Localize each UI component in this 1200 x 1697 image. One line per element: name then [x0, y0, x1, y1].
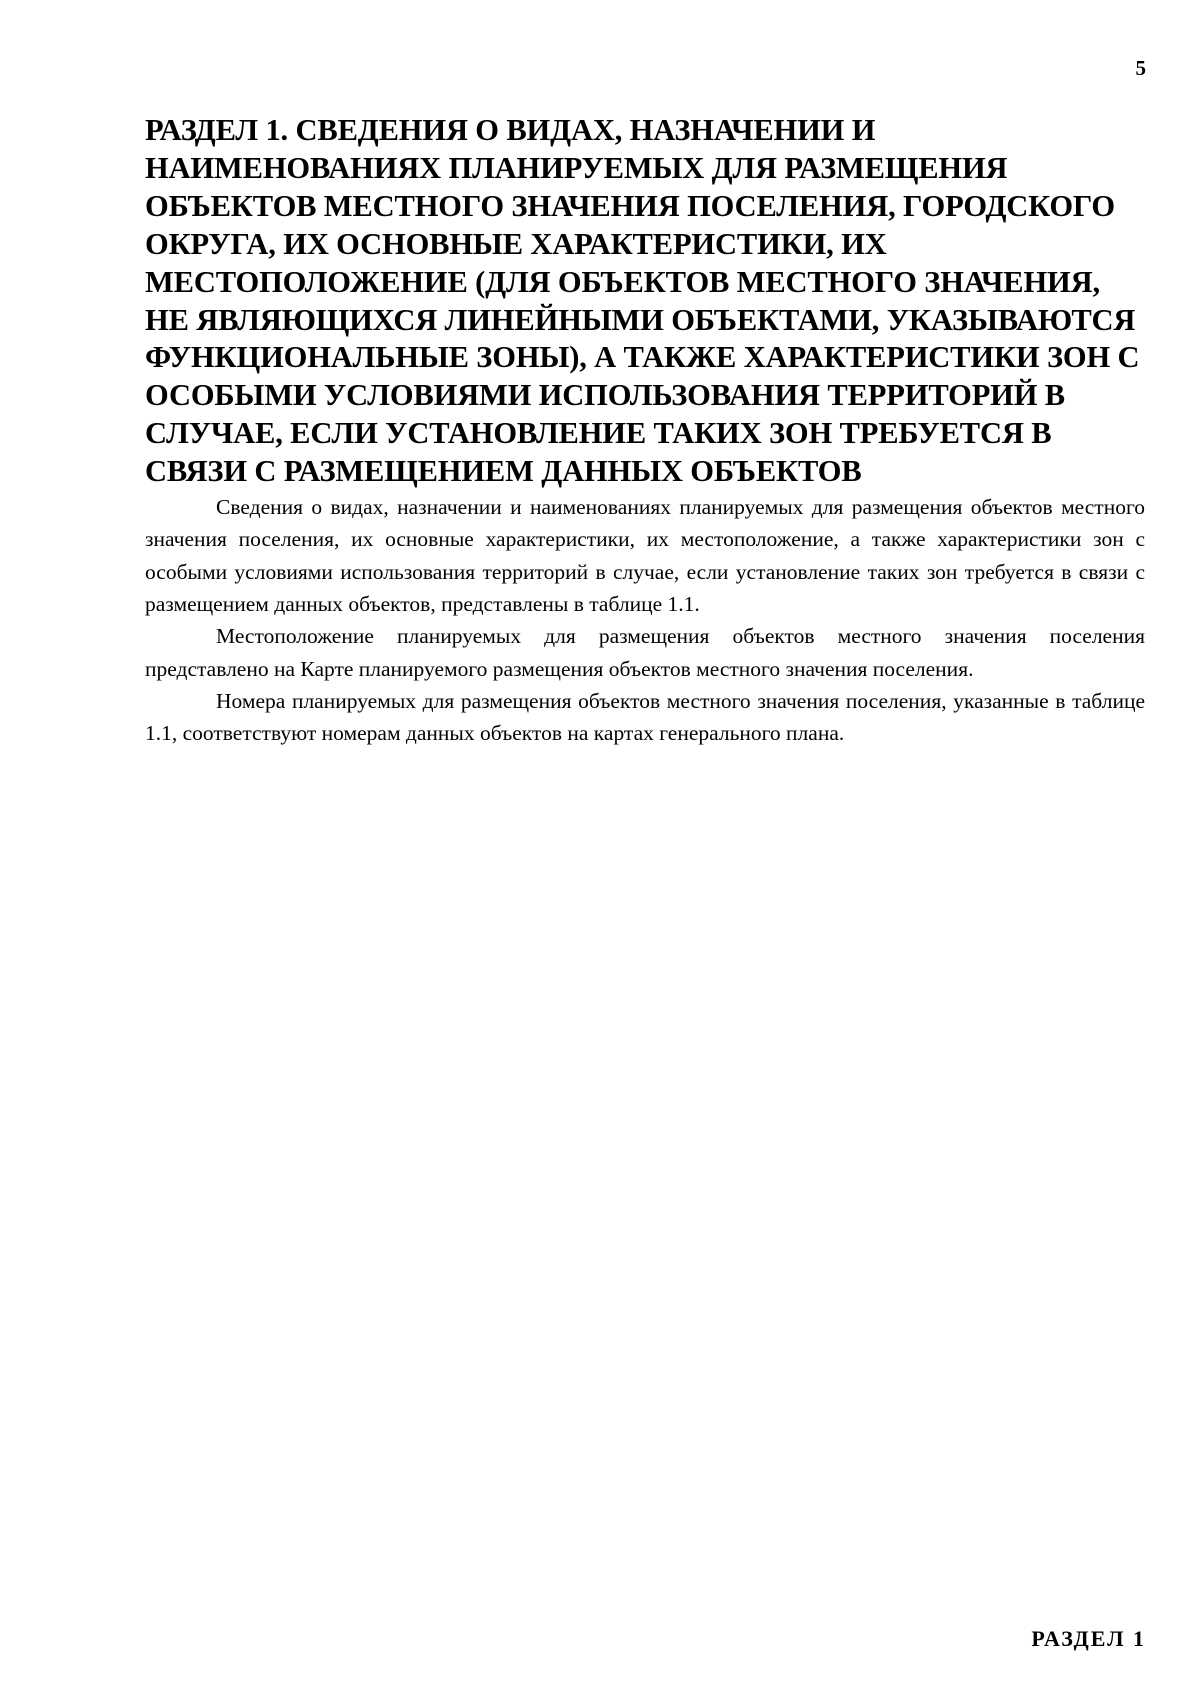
- section-footer-label: РАЗДЕЛ 1: [1031, 1626, 1146, 1651]
- paragraph-location-map: Местоположение планируемых для размещения объектов местного значения поселения представлено на Карте планируемого размещения объектов местного значения поселения.: [145, 624, 1145, 681]
- paragraph-object-numbers: Номера планируемых для размещения объектов местного значения поселения, указанные в таблице 1.1, соответствуют номерам данных объектов на картах генерального плана.: [145, 688, 1145, 746]
- page-number: 5: [1135, 56, 1146, 80]
- paragraph-table-reference: Сведения о видах, назначении и наименованиях планируемых для размещения объектов местного значения поселения, их основные характеристики, их местоположение, а также характеристики зон с особыми условиями использования территорий в случае, если установление таких зон требуется в связи с размещением данных объектов, представлены в таблице 1.1.: [145, 495, 1145, 616]
- section-title: РАЗДЕЛ 1. СВЕДЕНИЯ О ВИДАХ, НАЗНАЧЕНИИ И НАИМЕНОВАНИЯХ ПЛАНИРУЕМЫХ ДЛЯ РАЗМЕЩЕНИЯ ОБЪЕКТОВ МЕСТНОГО ЗНАЧЕНИЯ ПОСЕЛЕНИЯ, ГОРОДСКОГО ОКРУГА, ИХ ОСНОВНЫЕ ХАРАКТЕРИСТИКИ, ИХ МЕСТОПОЛОЖЕНИЕ (ДЛЯ ОБЪЕКТОВ МЕСТНОГО ЗНАЧЕНИЯ, НЕ ЯВЛЯЮЩИХСЯ ЛИНЕЙНЫМИ ОБЪЕКТАМИ, УКАЗЫВАЮТСЯ ФУНКЦИОНАЛЬНЫЕ ЗОНЫ), А ТАКЖЕ ХАРАКТЕРИСТИКИ ЗОН С ОСОБЫМИ УСЛОВИЯМИ ИСПОЛЬЗОВАНИЯ ТЕРРИТОРИЙ В СЛУЧАЕ, ЕСЛИ УСТАНОВЛЕНИЕ ТАКИХ ЗОН ТРЕБУЕТСЯ В СВЯЗИ С РАЗМЕЩЕНИЕМ ДАННЫХ ОБЪЕКТОВ: [145, 113, 1140, 489]
- document-body: [145, 112, 1145, 749]
